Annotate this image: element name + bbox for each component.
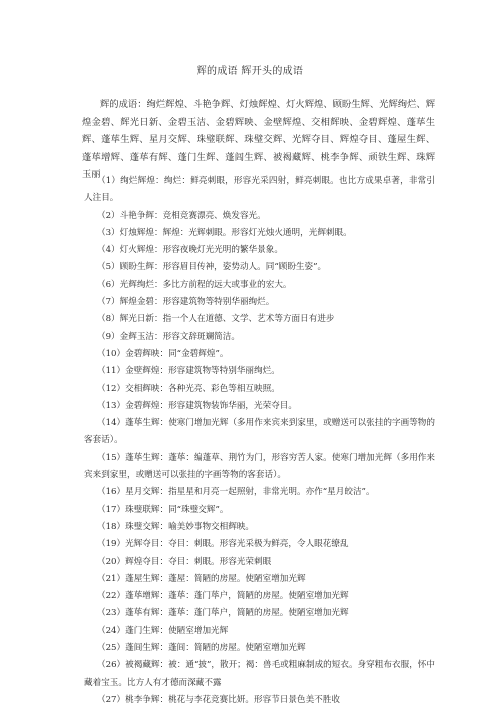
list-item: （8）辉光日新：指一个人在道德、文学、艺术等方面日有进步 — [97, 314, 335, 325]
list-item: （7）辉煌金碧：形容建筑物等特别华丽绚烂。 — [97, 297, 275, 308]
list-item: （18）珠璧交辉：喻美妙事物交相辉映。 — [97, 521, 255, 532]
list-item: （13）金碧辉煌：形容建筑物装饰华丽，光荣夺目。 — [97, 400, 297, 411]
list-item: （27）桃李争辉：桃花与李花竞赛比妍。形容节日景色美不胜收 — [97, 694, 340, 705]
list-item: （25）蓬闾生辉：蓬闾：简陋的房屋。使陋室增加光辉 — [97, 643, 306, 654]
list-item: （1）绚烂辉煌：绚烂：鲜亮刺眼，形容光采四射，鲜亮刺眼。也比方成果卓著，非常引人注目。 — [84, 176, 435, 204]
list-item: （21）蓬屋生辉：蓬屋：简陋的房屋。使陋室增加光辉 — [97, 573, 306, 584]
list-item: （16）星月交辉：指星星和月亮一起照射，非常光明。亦作“星月皎洁”。 — [97, 487, 375, 498]
intro-paragraph: 辉的成语：绚烂辉煌、斗艳争辉、灯烛辉煌、灯火辉煌、顾盼生辉、光辉绚烂、辉煌金碧、辉光日新、金碧玉洁、金碧辉映、金壁辉煌、交相辉映、金碧辉煌、蓬荜生辉、蓬荜生辉、星月交辉、珠璧联辉、珠璧交辉、光辉夺目、辉煌夺目、蓬屋生辉、蓬荜增辉、蓬荜有辉、蓬门生辉、蓬闾生辉、被褐藏辉、桃李争辉、顽铁生辉、珠辉玉丽 — [82, 99, 435, 180]
idiom-list — [84, 173, 435, 709]
list-item: （15）蓬荜生辉：蓬荜：编蓬草、荆竹为门，形容穷苦人家。使寒门增加光辉（多用作来宾来到家里，或赠送可以张挂的字画等物的客套话）。 — [84, 452, 435, 481]
list-item: （26）被褐藏辉：被：通“披”，散开；褐：兽毛或粗麻制成的短衣。身穿粗布衣服，怀中藏着宝玉。比方人有才德而深藏不露 — [84, 660, 435, 688]
list-item: （17）珠璧联辉：同“珠璧交辉”。 — [97, 504, 229, 515]
list-item: （14）蓬荜生辉：使寒门增加光辉（多用作来宾来到家里，或赠送可以张挂的字画等物的客套话）。 — [84, 418, 435, 446]
list-item: （23）蓬荜有辉：蓬荜：蓬门荜户，简陋的房屋。使陋室增加光辉 — [97, 608, 349, 619]
list-item: （12）交相辉映：各种光亮、彩色等相互映照。 — [97, 383, 280, 394]
list-item: （2）斗艳争辉：竞相竞赛漂亮、焕发容光。 — [97, 210, 266, 221]
list-item: （10）金碧辉映：同“金碧辉煌”。 — [97, 348, 229, 359]
list-item: （19）光辉夺目：夺目：刺眼。形容光采极为鲜亮，令人眼花缭乱 — [97, 539, 349, 550]
list-item: （4）灯火辉煌：形容夜晚灯光光明的繁华景象。 — [97, 245, 283, 256]
list-item: （3）灯烛辉煌：辉煌：光辉刺眼。形容灯光烛火通明，光辉刺眼。 — [97, 227, 352, 238]
list-item: （11）金壁辉煌：形容建筑物等特别华丽绚烂。 — [97, 366, 280, 377]
list-item: （24）蓬门生辉：使陋室增加光辉 — [97, 625, 229, 636]
list-item: （22）蓬荜增辉：蓬荜：蓬门荜户，简陋的房屋。使陋室增加光辉 — [97, 591, 349, 602]
list-item: （5）顾盼生辉：形容眉目传神，姿势动人。同“顾盼生姿”。 — [97, 262, 327, 273]
list-item: （6）光辉绚烂：多比方前程的远大或事业的宏大。 — [97, 279, 292, 290]
list-item: （20）辉煌夺目：夺目：刺眼。形容光荣刺眼 — [97, 556, 272, 567]
document-title: 辉的成语 辉开头的成语 — [196, 66, 304, 77]
list-item: （9）金辉玉洁：形容文辞斑斓简洁。 — [97, 331, 240, 342]
